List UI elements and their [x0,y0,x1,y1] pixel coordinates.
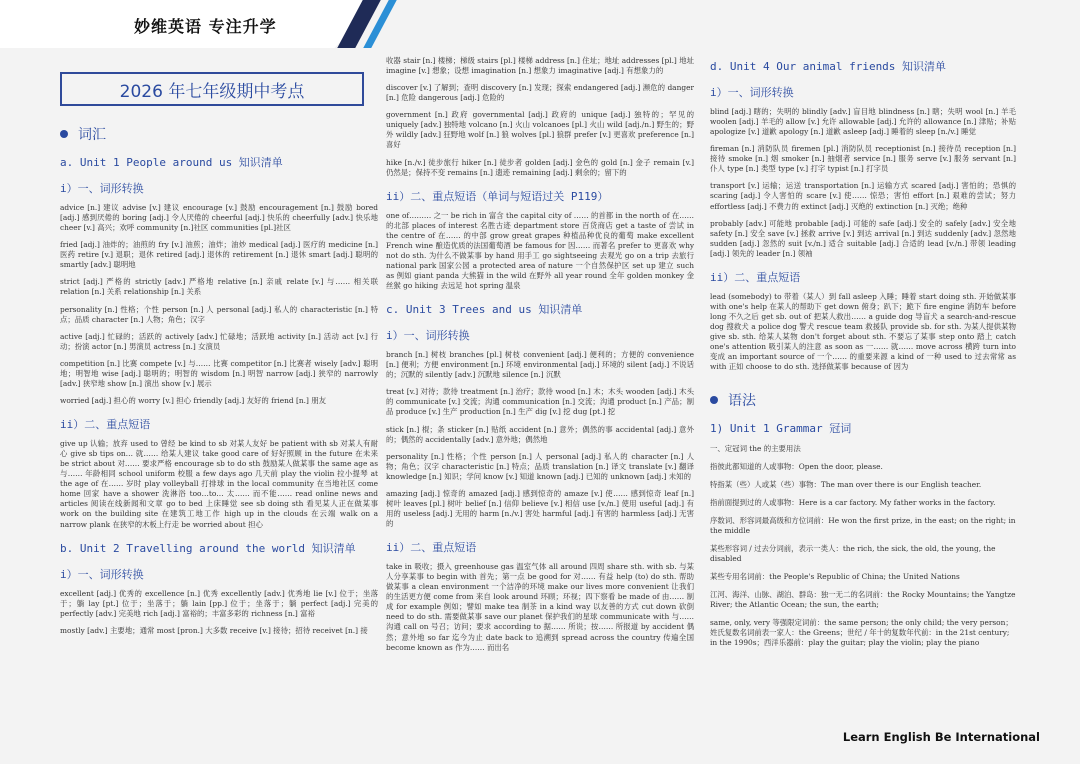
unit1-word-forms-heading: i）一、词形转换 [60,182,144,195]
unit2-phrases-heading: ii）二、重点短语（单词与短语过关 P119） [386,189,609,203]
grammar-line: 某些专用名词前：the People's Republic of China; the United Nations [710,572,960,582]
grammar-line: 江河、海洋、山脉、湖泊、群岛：独一无二的名词前：the Rocky Mountains; the Yangtze River; the Atlantic Ocean; the sun, the earth; [710,590,1016,610]
paragraph: one of……… 之一 be rich in 富含 the capital city of …… 的首都 in the north of 在…… 的北部 places of interest 名胜古迹 department store 百货商店 get a taste of 尝试 in the centre of 在…… 的中部 grow great grapes 种植品种优良的葡萄 make excellent French wine 酿造优质的法国葡萄酒 be famous for 因…… 而著名 prefer to 更喜欢 why not do sth. 为什么不做某事 by hand 用手工 go sightseeing 去观光 go on a trip 去旅行 national park 国家公园 a protected area of nature 一个自然保护区 set up 建立 such as 例如 giant panda 大熊猫 in the wild 在野外 all year round 全年 golden monkey 金丝猴 go hiking 去远足 hot spring 温泉 [386,210,694,291]
paragraph: probably [adv.] 可能地 probable [adj.] 可能的 safe [adj.] 安全的 safely [adv.] 安全地 safety [n.] 安全 save [v.] 拯救 arrive [v.] 到达 arrival [n.] 到达 suddenly [adv.] 忽然地 sudden [adj.] 忽然的 suit [v./n.] 适合 suitable [adj.] 合适的 lead [v./n.] 带领 leading [adj.] 领先的 leader [n.] 领袖 [710,218,1016,258]
grammar-line: 一、定冠词 the 的主要用法 [710,444,801,454]
unit2-word-forms-heading: i）一、词形转换 [60,567,144,581]
unit4-phrases-heading: ii）二、重点短语 [710,270,801,284]
unit3-phrases-heading: ii）二、重点短语 [386,541,477,555]
grammar-line: 序数词、形容词最高级和方位词前：He won the first prize, in the east; on the right; in the middle [710,516,1016,536]
paragraph: transport [v.] 运输；运送 transportation [n.] 运输方式 scared [adj.] 害怕的；恐惧的 scaring [adj.] 令人害怕的 scare [v.] 使…… 惊恐；害怕 effort [n.] 艰难的尝试；努力 effortless [adj.] 不费力的 extinct [adj.] 灭绝的 extinction [n.] 灭绝；绝种 [710,181,1016,211]
column-3 [710,48,1016,748]
paragraph: take in 吸收；摄入 greenhouse gas 温室气体 all around 四周 share sth. with sb. 与某人分享某事 to begin with 首先；第一点 be good for 对…… 有益 help (to) do sth. 帮助做某事 a clean environment 一个洁净的环境 make our lives more convenient 让我们的生活更方便 come from 来自 look around 环顾；环视；四下察看 be made of 由…… 制成 for example 例如；譬如 make tea 制茶 in a kind way 以友善的方式 cut down 砍倒 need to do sth. 需要做某事 save our planet 保护我们的星球 communicate with 与…… 沟通 call on 号召；访问；要求 according to 据…… 所说；按…… 所报道 by accident 偶然；意外地 so far 迄今为止 date back to 追溯到 spread across the country 传遍全国 become known as 作为…… 而出名 [386,562,694,652]
grammar-line: 指彼此都知道的人或事物：Open the door, please. [710,462,883,472]
unit4-heading: d. Unit 4 Our animal friends 知识清单 [710,60,947,73]
brand-title: 妙维英语 专注升学 [134,17,277,36]
unit1-heading: a. Unit 1 People around us 知识清单 [60,156,283,169]
unit3-word-forms-heading: i）一、词形转换 [386,329,470,343]
header-bar [0,0,1080,48]
paragraph: worried [adj.] 担心的 worry [v.] 担心 friendly [adj.] 友好的 friend [n.] 朋友 [60,395,326,405]
paragraph: branch [n.] 树枝 branches [pl.] 树枝 convenient [adj.] 便利的；方便的 convenience [n.] 便利；方便 environment [n.] 环境 environmental [adj.] 环境的 silent [adj.] 不说话的；沉默的 silently [adv.] 沉默地 silence [n.] 沉默 [386,350,694,380]
paragraph: fireman [n.] 消防队员 firemen [pl.] 消防队员 receptionist [n.] 接待员 reception [n.] 接待 smoke [n.] 烟 smoker [n.] 抽烟者 service [n.] 服务 serve [v.] 服务 servant [n.] 仆人 type [n.] 类型 type [v.] 打字 typist [n.] 打字员 [710,144,1016,174]
unit1-phrases-heading: ii）二、重点短语 [60,418,151,431]
unit4-word-forms-heading: i）一、词形转换 [710,86,794,99]
unit3-heading: c. Unit 3 Trees and us 知识清单 [386,303,583,317]
paragraph: discover [v.] 了解到；查明 discovery [n.] 发现；探索 endangered [adj.] 濒危的 danger [n.] 危险 dangerous [adj.] 危险的 [386,83,694,103]
paragraph: government [n.] 政府 governmental [adj.] 政府的 unique [adj.] 独特的；罕见的 uniquely [adv.] 独特地 volcano [n.] 火山 volcanoes [pl.] 火山 wild [adj./n.] 野生的；野外 wildly [adv.] 狂野地 wolf [n.] 狼 wolves [pl.] 狼群 prefer [v.] 更喜欢 preference [n.] 喜好 [386,110,694,150]
paragraph: lead (somebody) to 带着（某人）到 fall asleep 入睡；睡着 start doing sth. 开始做某事 with one's help 在某人的帮助下 get down 俯身；趴下；跪下 fire engine 消防车 before long 不久之后 get sb. out of 把某人救出…… a guide dog 导盲犬 a search-and-rescue dog 搜救犬 a police dog 警犬 rescue team 救援队 provide sb. for sth. 为某人提供某物 give sb. sth. 给某人某物 don't forget about sth. 不要忘了某事 step onto 踏上 catch one's attention 吸引某人的注意 as soon as 一…… 就…… move across 横跨 turn into 变成 an important source of 一个…… 的重要来源 a kind of 一种 used to 过去常常 as with 正如 choose to do sth. 选择做某事 because of 因为 [710,291,1016,372]
bullet-icon [710,396,718,404]
paragraph: treat [v.] 对待；款待 treatment [n.] 治疗；款待 wood [n.] 木；木头 wooden [adj.] 木头的 communicate [v.] 交流；沟通 communication [n.] 交流；沟通 product [n.] 产品；制品 produce [v.] 生产 production [n.] 生产 dig [v.] 挖 dug [pt.] 挖 [386,387,694,417]
bullet-icon [60,130,68,138]
paragraph: competition [n.] 比赛 compete [v.] 与…… 比赛 competitor [n.] 比赛者 wisely [adv.] 聪明地；明智地 wise [adj.] 聪明的；明智的 wisdom [n.] 明智 narrow [adj.] 狭窄的 narrowly [adv.] 狭窄地 show [n.] 演出 show [v.] 展示 [60,358,378,388]
section-grammar-label: 语法 [728,393,756,410]
paragraph: active [adj.] 忙碌的；活跃的 actively [adv.] 忙碌地；活跃地 activity [n.] 活动 act [v.] 行动；扮演 actor [n.] 男演员 actress [n.] 女演员 [60,331,378,351]
grammar-heading: 1) Unit 1 Grammar 冠词 [710,422,852,436]
paragraph: advice [n.] 建议 advise [v.] 建议 encourage [v.] 鼓励 encouragement [n.] 鼓励 bored [adj.] 感到厌倦的 boring [adj.] 令人厌倦的 cheerful [adj.] 快乐的 cheerfully [adv.] 快乐地 cheer [v.] 高兴；欢呼 community [n.]社区 communities [pl.]社区 [60,203,378,233]
section-vocabulary [60,124,378,144]
paragraph: fried [adj.] 油炸的；油煎的 fry [v.] 油煎；油炸；油炒 medical [adj.] 医疗的 medicine [n.] 医药 retire [v.] 退职；退休 retired [adj.] 退休的 retirement [n.] 退休 smart [adj.] 聪明的 smartly [adv.] 聪明地 [60,240,378,270]
column-1 [60,48,378,748]
paragraph: excellent [adj.] 优秀的 excellence [n.] 优秀 excellently [adv.] 优秀地 lie [v.] 位于；坐落于；躺 lay [pt.] 位于；坐落于；躺 lain [pp.] 位于；坐落于；躺 perfect [adj.] 完美的 perfectly [adv.] 完美地 rich [adj.] 富裕的；丰富多彩的 richness [n.] 富裕 [60,588,378,618]
grammar-line: 某些形容词 / 过去分词前，表示一类人：the rich, the sick, the old, the young, the disabled [710,544,996,564]
paragraph: blind [adj.] 瞎的；失明的 blindly [adv.] 盲目地 blindness [n.] 瞎；失明 wool [n.] 羊毛 woolen [adj.] 羊毛的 allow [v.] 允许 allowable [adj.] 允许的 allowance [n.] 津贴；补贴 apologize [v.] 道歉 apology [n.] 道歉 asleep [adj.] 睡着的 sleep [n./v.] 睡觉 [710,107,1016,137]
paragraph: hike [n./v.] 徒步旅行 hiker [n.] 徒步者 golden [adj.] 金色的 gold [n.] 金子 remain [v.] 仍然是；保持不变 remains [n.] 遗迹 remaining [adj.] 剩余的；留下的 [386,157,694,177]
document-title: 2026 年七年级期中考点 [60,72,364,106]
paragraph: 收器 stair [n.] 楼梯；梯级 stairs [pl.] 楼梯 address [n.] 住址；地址 addresses [pl.] 地址 imagine [v.] 想象；设想 imagination [n.] 想象力 imaginative [adj.] 有想象力的 [386,56,694,76]
section-grammar [710,390,1016,410]
grammar-line: 指前面提到过的人或事物：Here is a car factory. My father works in the factory. [710,498,996,508]
grammar-line: 特指某（些）人或某（些）事物：The man over there is our English teacher. [710,480,982,490]
footer-slogan: Learn English Be International [842,730,1040,744]
section-vocabulary-label: 词汇 [78,127,106,143]
unit2-heading: b. Unit 2 Travelling around the world 知识清单 [60,541,356,555]
paragraph: personality [n.] 性格；个性 person [n.] 人 personal [adj.] 私人的 characteristic [n.] 特点；品质 character [n.] 人物；角色；汉字 [60,304,378,324]
paragraph: amazing [adj.] 惊奇的 amazed [adj.] 感到惊奇的 amaze [v.] 使…… 感到惊奇 leaf [n.] 树叶 leaves [pl.] 树叶 belief [n.] 信仰 believe [v.] 相信 use [v./n.] 使用 useful [adj.] 有用的 useless [adj.] 无用的 harm [n./v.] 害处 harmful [adj.] 有害的 harmless [adj.] 无害的 [386,488,694,528]
paragraph: personality [n.] 性格；个性 person [n.] 人 personal [adj.] 私人的 character [n.] 人物；角色；汉字 characteristic [n.] 特点；品质 translation [n.] 译文 translate [v.] 翻译 knowledge [n.] 知识；学问 know [v.] 知道 known [adj.] 已知的 unknown [adj.] 未知的 [386,451,694,481]
paragraph: stick [n.] 棍；条 sticker [n.] 贴纸 accident [n.] 意外；偶然的事 accidental [adj.] 意外的；偶然的 accidentally [adv.] 意外地；偶然地 [386,424,694,444]
column-2 [386,48,694,748]
paragraph: mostly [adv.] 主要地；通常 most [pron.] 大多数 receive [v.] 接待；招待 receivet [n.] 接 [60,625,368,635]
paragraph: strict [adj.] 严格的 strictly [adv.] 严格地 relative [n.] 亲戚 relate [v.] 与…… 相关联 relation [n.] 关系 relationship [n.] 关系 [60,277,378,297]
paragraph: give up 认输；放弃 used to 曾经 be kind to sb 对某人友好 be patient with sb 对某人有耐心 give sb tips on… 就…… 给某人建议 take good care of 好好照顾 in the future 在未来 be strict about 对…… 要求严格 encourage sb to do sth 鼓励某人做某事 the same age as 与…… 年龄相同 school uniform 校服 a few days ago 几天前 play the violin 拉小提琴 at the age of 在…… 岁时 play volleyball 打排球 in the local community 在当地社区 come home 回家 have a shower 洗淋浴 too…to… 太…… 而不能…… read online news and articles 阅读在线新闻和文章 go to bed 上床睡觉 see sb doing sth 看见某人正在做某事 work on the building site 在建筑工地工作 high up in the clouds 在云端 walk on a narrow plank 在狭窄的木板上行走 be worried about 担心 [60,439,378,529]
grammar-line: same, only, very 等强限定词前：the same person; the only child; the very person；姓氏复数名词前表一家人：the Greens；世纪 / 年十的复数年代前：in the 21st century; in the 1990s；西洋乐器前：play the guitar; play the violin; play the piano [710,618,1013,648]
